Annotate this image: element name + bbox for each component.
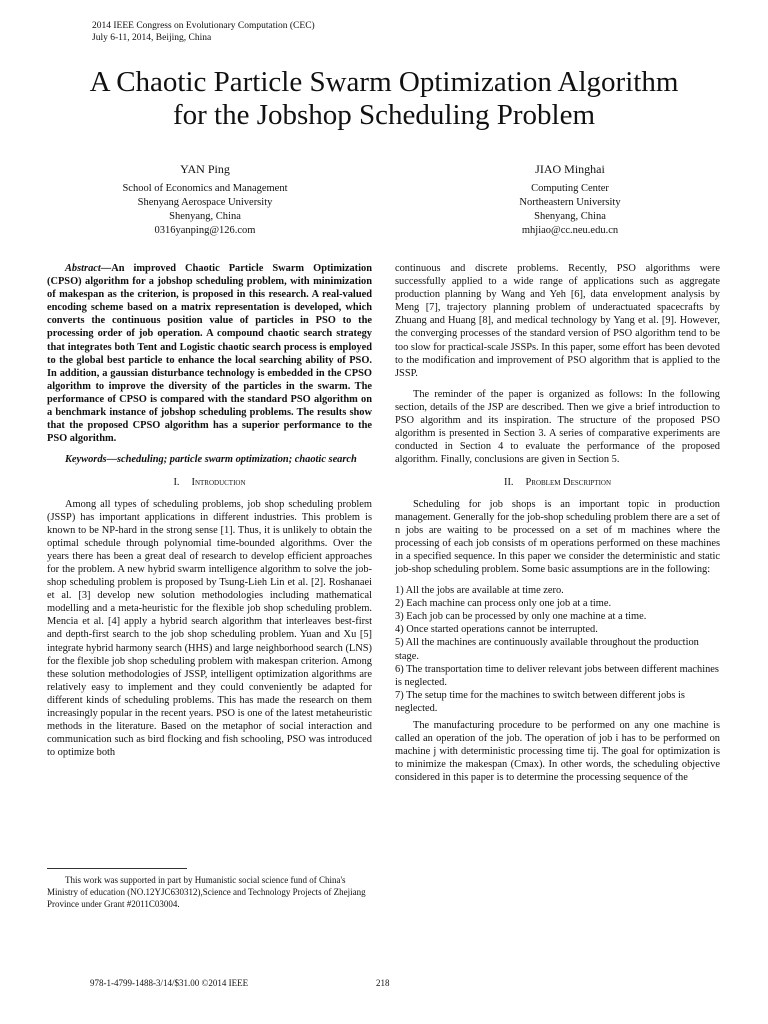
author-email: mhjiao@cc.neu.edu.cn <box>521 225 619 236</box>
paper-title <box>40 66 728 132</box>
footnote-divider <box>47 868 187 869</box>
author-affiliation: Computing Center <box>531 183 609 194</box>
conference-name: 2014 IEEE Congress on Evolutionary Computation (CEC) <box>92 21 315 31</box>
abstract-label: Abstract <box>65 263 101 274</box>
author-institution: Shenyang Aerospace University <box>137 197 273 208</box>
list-item: 5) All the machines are continuously available throughout the production stage. <box>395 637 699 662</box>
section-number: II. <box>503 477 514 489</box>
author-city: Shenyang, China <box>534 211 606 222</box>
title-line-2: for the Jobshop Scheduling Problem <box>172 99 596 131</box>
list-item: 4) Once started operations cannot be interrupted. <box>395 624 598 636</box>
section-title: Problem Description <box>525 477 612 489</box>
problem-paragraph: Scheduling for job shops is an important topic in production management. Generally for the job-shop scheduling problem there are a set of n jobs are waiting to be processed on a set of m machines where the processing of each job consists of m operations performed on these machines in a specified sequence. In this paper we consider the deterministic and static job-shop scheduling problem. Some basic assumptions are in the following: <box>395 498 720 575</box>
organization-paragraph: The reminder of the paper is organized as follows: In the following section, details of the JSP are described. Then we give a brief introduction to PSO algorithm and its inspiration. The structure of the proposed PSO algorithm is presented in Section 3. A series of comparative experiments are conducted in Section 4 to evaluate the performance of the proposed algorithm. Finally, conclusions are given in Section 5. <box>395 388 720 466</box>
author-email: 0316yanping@126.com <box>154 225 256 236</box>
list-item: 3) Each job can be processed by only one machine at a time. <box>395 611 647 623</box>
conference-header <box>92 20 315 44</box>
author-block-1 <box>75 162 335 238</box>
author-affiliation: School of Economics and Management <box>122 183 288 194</box>
title-line-1: A Chaotic Particle Swarm Optimization Algorithm <box>89 66 679 98</box>
abstract <box>47 262 372 445</box>
list-item: 1) All the jobs are available at time zero. <box>395 585 564 597</box>
page-number: 218 <box>376 978 390 988</box>
author-name: JIAO Minghai <box>535 162 605 176</box>
abstract-text: —An improved Chaotic Particle Swarm Optimization (CPSO) algorithm for a jobshop scheduling problem, with minimization of makespan as the criterion, is proposed in this research. A real-valued encoding scheme based on a matrix representation is developed, which converts the continuous position value of particles in PSO to the processing order of job operation. A compound chaotic search strategy that integrates both Tent and Logistic chaotic search process is employed to the global best particle to enhance the local searching ability of PSO. In addition, a gaussian disturbance technology is embedded in the CPSO algorithm to improve the diversity of the particles in the swarm. The performance of CPSO is compared with the standard PSO algorithm on a benchmark instance of jobshop scheduling problems. The results show that the proposed CPSO algorithm has a superior performance to the PSO algorithm. <box>47 263 372 445</box>
list-item: 7) The setup time for the machines to switch between different jobs is neglected. <box>395 689 685 714</box>
list-item: 6) The transportation time to deliver relevant jobs between different machines is neglected. <box>395 663 719 688</box>
right-column <box>395 262 720 792</box>
footer-isbn: 978-1-4799-1488-3/14/$31.00 ©2014 IEEE <box>90 978 249 988</box>
list-item: 2) Each machine can process only one job at a time. <box>395 598 612 610</box>
left-column <box>47 262 372 767</box>
conference-date: July 6-11, 2014, Beijing, China <box>92 33 212 43</box>
section-heading-problem <box>395 476 720 489</box>
section-title: Introduction <box>191 477 246 489</box>
section-heading-introduction <box>47 476 372 489</box>
author-name: YAN Ping <box>180 162 230 176</box>
keywords: Keywords—scheduling; particle swarm optimization; chaotic search <box>65 454 357 466</box>
intro-paragraph: Among all types of scheduling problems, job shop scheduling problem (JSSP) has important applications in different industries. This problem is known to be NP-hard in the strong sense [1]. Thus, it is unlikely to obtain the optimal schedule through polynomial time-bounded algorithms. Over the years there has been a great deal of research to develop efficient approaches for the problem. A new hybrid swarm intelligence algorithm to solve the job-shop scheduling problem is proposed by Tsung-Lieh Lin et al. [2]. Roshanaei et al. [3] develop new solution methodologies including mathematical modelling and a meta-heuristic for the flexible job shop scheduling problem. Mencia et al. [4] apply a hybrid search algorithm that interleaves best-first and depth-first search to the job shop scheduling problem. Yuan and Xu [5] integrate hybrid harmony search (HHS) and large neighborhood search (LNS) for the flexible job shop scheduling problem with makespan criterion. Among these solution methodologies of JSSP, intelligent optimization algorithms are relatively easy to implement and they could conveniently be adapted for different kinds of scheduling problems. This has made the research on them increasingly popular in the recent years. PSO is one of the latest metaheuristic methods in the literature. Based on the metaphor of social interaction and communication such as bird flocking and fish schooling, PSO was introduced to optimize both <box>47 498 372 759</box>
intro-continued-paragraph: continuous and discrete problems. Recently, PSO algorithms were successfully applied to a wide range of applications such as aggregate production planning by Wang and Yeh [6], data envelopment analysis by Meng [7], trajectory planning problem of underactuated spacecrafts by Zhuang and Huang [8], and medical technology by Yang et al. [9]. However, the converging processes of the standard version of PSO algorithm tend to be too slow for practical-scale JSSPs. In this paper, some effort has been devoted to the modification and improvement of PSO algorithm that is applied to the JSSP. <box>395 263 720 379</box>
assumption-list <box>395 584 720 715</box>
section-number: I. <box>173 477 180 489</box>
author-city: Shenyang, China <box>169 211 241 222</box>
author-block-2 <box>440 162 700 238</box>
author-institution: Northeastern University <box>519 197 621 208</box>
operation-paragraph: The manufacturing procedure to be performed on any one machine is called an operation of the job. The operation of job i has to be performed on machine j with deterministic processing time tij. The goal for optimization is to minimize the makespan (Cmax). In other words, the scheduling objective considered in this paper is to determine the processing sequence of the <box>395 720 720 784</box>
funding-footnote: This work was supported in part by Humanistic social science fund of China's Ministry of education (NO.12YJC630312),Science and Technology Projects of Zhejiang Province under Grant #2011C03004. <box>47 875 366 909</box>
